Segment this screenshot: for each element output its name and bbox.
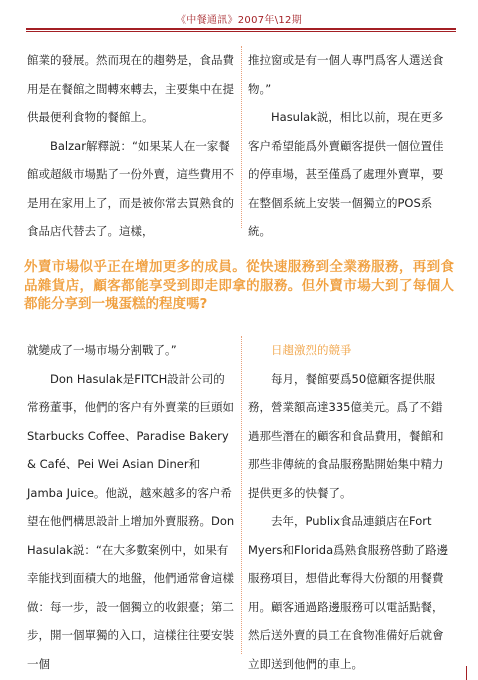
margin-mark (466, 666, 467, 680)
paragraph: 去年，Publix食品連鎖店在Fort Myers和Florida爲熟食服務啓動了路邊服務項目，想借此奪得大份額的用餐費用。顧客通過路邊服務可以電話點餐，然后送外賣的員工在食物准備好后就會立即送到他們的車上。 (248, 514, 449, 671)
bottom-left-column (27, 336, 235, 678)
bottom-right-column (248, 336, 452, 678)
paragraph: Hasulak説，相比以前，現在更多客户希望能爲外賣顧客提供一個位置佳的停車場，甚至僅爲了處理外賣單，要在整個系統上安裝一個獨立的POS系統。 (248, 110, 444, 238)
paragraph: 每月，餐館要爲50億顧客提供服務，營業額高達335億美元。爲了不錯過那些潛在的顧客和食品費用，餐館和那些非傳統的食品服務點開始集中精力提供更多的快餐了。 (248, 371, 444, 500)
column-divider (241, 336, 243, 654)
page-header (0, 4, 478, 34)
paragraph: Don Hasulak是FITCH設計公司的常務董事，他們的客户有外賣業的巨頭如Starbucks Coffee、Paradise Bakery & Café、Pei Wei Asian Diner和Jamba Juice。他説，越來越多的客户希望在他們構思設計上增加外賣服務。Don Hasulak説：“在大多數案例中，如果有幸能找到面積大的地盤，他們通常會這樣做：每一步，設一個獨立的收銀臺；第二步，開一個單獨的入口，這樣往往要安裝一個 (27, 371, 235, 671)
header-title: 《中餐通訊》2007年\12期 (175, 15, 303, 26)
paragraph: Balzar解釋説：“如果某人在一家餐館或超級市場點了一份外賣，這些費用不是用在家用上了，而是被你常去買熟食的食品店代替去了。這樣， (27, 138, 234, 238)
pullquote: 外賣市場似乎正在增加更多的成員。從快速服務到全業務服務，再到食品雜貨店，顧客都能享受到即走即拿的服務。但外賣市場大到了每個人都能分享到一塊蛋糕的程度嗎? (24, 259, 454, 312)
paragraph: 推拉窗或是有一個人專門爲客人選送食物。” (248, 53, 444, 96)
paragraph: 就變成了一場市場分割戰了。” (27, 343, 177, 357)
header-rule-thin (26, 31, 456, 32)
top-right-column (248, 46, 452, 246)
column-divider (241, 46, 243, 228)
header-rule (26, 28, 456, 30)
paragraph: 館業的發展。然而現在的趨勢是，食品費用是在餐館之間轉來轉去，主要集中在提供最便利食物的餐館上。 (27, 53, 234, 124)
top-left-column (27, 46, 235, 246)
section-subheading: 日趨激烈的競爭 (271, 343, 352, 357)
